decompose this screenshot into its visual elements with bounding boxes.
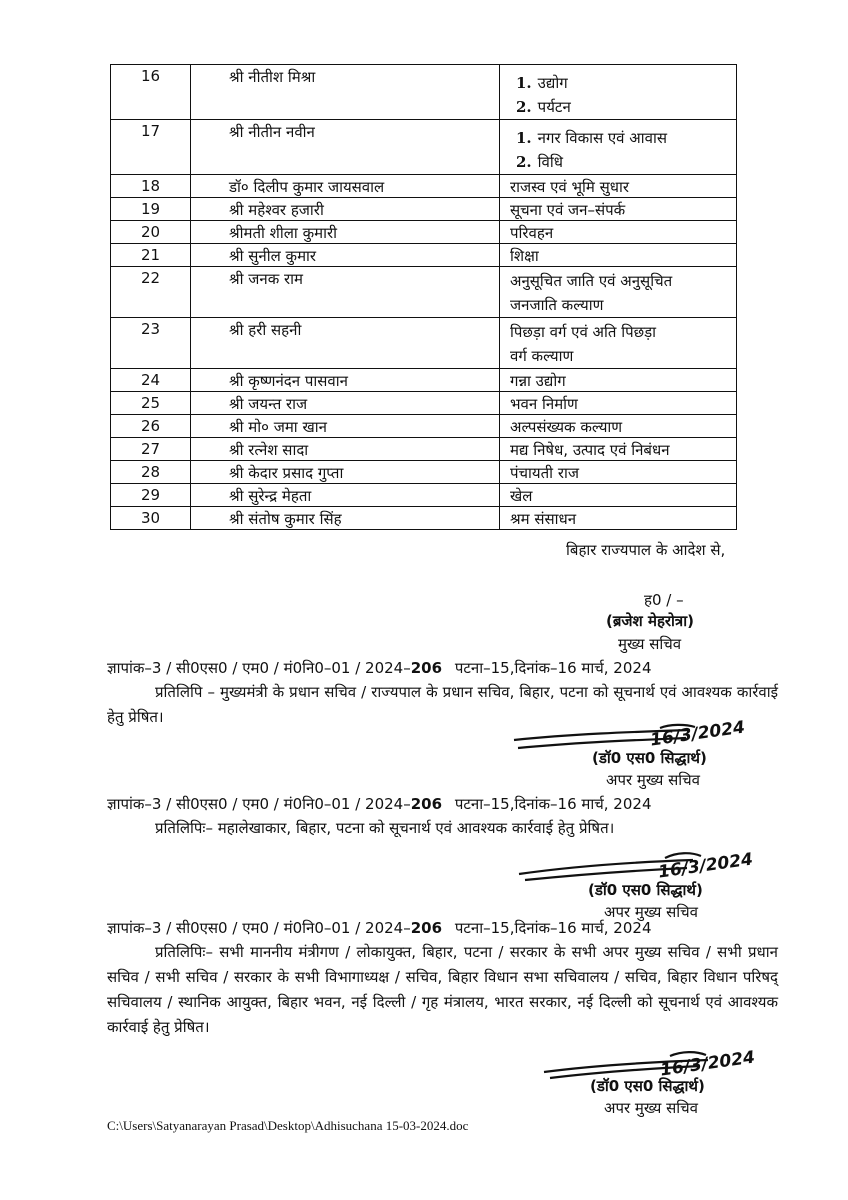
department-item-label: वर्ग कल्याण [510, 347, 574, 365]
department-item-index: 2. [516, 153, 532, 171]
table-row [111, 415, 737, 438]
serial-number-cell: 22 [111, 267, 191, 318]
department-item [510, 269, 736, 293]
memo-3-signer-title: अपर मुख्य सचिव [604, 1099, 698, 1117]
memo-2-copy-text: प्रतिलिपिः– महालेखाकार, बिहार, पटना को सूचनार्थ एवं आवश्यक कार्रवाई हेतु प्रेषित। [155, 819, 615, 837]
memo-3-place-date: पटना–15,दिनांक–16 मार्च, 2024 [454, 919, 652, 937]
department-cell [500, 507, 737, 530]
department-list [510, 269, 736, 317]
department-cell [500, 244, 737, 267]
table-row [111, 507, 737, 530]
table-row [111, 438, 737, 461]
department-label: गन्ना उद्योग [510, 372, 566, 390]
serial-number-cell: 17 [111, 120, 191, 175]
minister-name-cell: श्री महेश्वर हजारी [191, 198, 500, 221]
minister-name-cell: श्री रत्नेश सादा [191, 438, 500, 461]
department-item-label: अनुसूचित जाति एवं अनुसूचित [510, 272, 673, 290]
table-row [111, 369, 737, 392]
minister-name-cell: श्री केदार प्रसाद गुप्ता [191, 461, 500, 484]
memo-1-ref-text: ज्ञापांक–3 / सी0एस0 / एम0 / मं0नि0–01 / 2024– [107, 659, 411, 677]
department-label: सूचना एवं जन–संपर्क [510, 201, 626, 219]
department-item [510, 293, 736, 317]
department-label: खेल [510, 487, 533, 505]
memo-1-signer-name: (डॉ0 एस0 सिद्धार्थ) [592, 749, 707, 767]
governor-order-line: बिहार राज्यपाल के आदेश से, [566, 541, 726, 559]
department-cell [500, 392, 737, 415]
department-item-label: पिछड़ा वर्ग एवं अति पिछड़ा [510, 323, 657, 341]
memo-2-signer-title: अपर मुख्य सचिव [604, 903, 698, 921]
memo-1-signer-title: अपर मुख्य सचिव [606, 771, 700, 789]
department-list [510, 320, 736, 368]
department-cell [500, 120, 737, 175]
memo-3-signature-date: 16/3/2024 [659, 1047, 757, 1081]
department-list [510, 122, 736, 174]
memo-3-copy-text: प्रतिलिपिः– सभी माननीय मंत्रीगण / लोकायुक्त, बिहार, पटना / सरकार के सभी अपर मुख्य सचिव / सभी प्रधान सचिव / सभी सचिव / सरकार के सभी विभागाध्यक्ष / सचिव, बिहार विधान सभा सचिवालय / सचिव, बिहार विधान परिषद् सचिवालय / स्थानिक आयुक्त, बिहार भवन, नई दिल्ली / गृह मंत्रालय, भारत सरकार, नई दिल्ली को सूचनार्थ एवं आवश्यक कार्रवाई हेतु प्रेषित। [107, 943, 778, 1036]
minister-name-cell: श्री जनक राम [191, 267, 500, 318]
department-label: अल्पसंख्यक कल्याण [510, 418, 623, 436]
minister-name-cell: श्री सुरेन्द्र मेहता [191, 484, 500, 507]
chief-secretary-title: मुख्य सचिव [618, 635, 682, 653]
table-row [111, 65, 737, 120]
department-item [510, 150, 736, 174]
table-row [111, 221, 737, 244]
memo-3-signer-name: (डॉ0 एस0 सिद्धार्थ) [590, 1077, 705, 1095]
memo-2-signer-name: (डॉ0 एस0 सिद्धार्थ) [588, 881, 703, 899]
serial-number-cell: 19 [111, 198, 191, 221]
department-cell [500, 438, 737, 461]
memo-2-place-date: पटना–15,दिनांक–16 मार्च, 2024 [454, 795, 652, 813]
department-cell [500, 175, 737, 198]
serial-number-cell: 26 [111, 415, 191, 438]
minister-allocation-table [110, 64, 737, 530]
memo-2-signature-date: 16/3/2024 [657, 849, 755, 883]
department-cell [500, 318, 737, 369]
memo-2-ref-number: 206 [410, 795, 443, 813]
memo-3-ref-number: 206 [410, 919, 443, 937]
minister-name-cell: श्री मो० जमा खान [191, 415, 500, 438]
department-label: शिक्षा [510, 247, 539, 265]
chief-secretary-name: (ब्रजेश मेहरोत्रा) [606, 612, 694, 630]
memo-1-signature-date: 16/3/2024 [649, 717, 747, 751]
table-row [111, 267, 737, 318]
serial-number-cell: 28 [111, 461, 191, 484]
table-row [111, 318, 737, 369]
memo-2-reference [107, 794, 651, 814]
memo-2-ref-text: ज्ञापांक–3 / सी0एस0 / एम0 / मं0नि0–01 / 2024– [107, 795, 411, 813]
department-label: भवन निर्माण [510, 395, 578, 413]
serial-number-cell: 27 [111, 438, 191, 461]
department-cell [500, 461, 737, 484]
department-item-index: 1. [516, 129, 532, 147]
minister-name-cell: श्री सुनील कुमार [191, 244, 500, 267]
table-body [111, 65, 737, 530]
minister-name-cell: श्री हरी सहनी [191, 318, 500, 369]
footer-file-path: C:\Users\Satyanarayan Prasad\Desktop\Adhisuchana 15-03-2024.doc [107, 1118, 469, 1133]
table-row [111, 198, 737, 221]
signed-mark: ह0 / – [644, 591, 684, 609]
department-item-label: उद्योग [537, 74, 568, 92]
department-cell [500, 369, 737, 392]
department-item [510, 71, 736, 95]
minister-name-cell: श्री संतोष कुमार सिंह [191, 507, 500, 530]
serial-number-cell: 29 [111, 484, 191, 507]
department-label: पंचायती राज [510, 464, 579, 482]
minister-name-cell: श्री कृष्णनंदन पासवान [191, 369, 500, 392]
memo-1-copy-text: प्रतिलिपि – मुख्यमंत्री के प्रधान सचिव / राज्यपाल के प्रधान सचिव, बिहार, पटना को सूचनार्थ एवं आवश्यक कार्रवाई हेतु प्रेषित। [107, 683, 778, 726]
table-row [111, 244, 737, 267]
serial-number-cell: 21 [111, 244, 191, 267]
department-label: मद्य निषेध, उत्पाद एवं निबंधन [510, 441, 670, 459]
department-cell [500, 484, 737, 507]
department-item [510, 126, 736, 150]
serial-number-cell: 23 [111, 318, 191, 369]
serial-number-cell: 20 [111, 221, 191, 244]
memo-3-ref-text: ज्ञापांक–3 / सी0एस0 / एम0 / मं0नि0–01 / 2024– [107, 919, 411, 937]
department-item-index: 1. [516, 74, 532, 92]
department-item-label: विधि [537, 153, 564, 171]
department-label: राजस्व एवं भूमि सुधार [510, 178, 630, 196]
table-row [111, 175, 737, 198]
department-item [510, 344, 736, 368]
minister-name-cell: श्री नीतीन नवीन [191, 120, 500, 175]
department-label: श्रम संसाधन [510, 510, 577, 528]
department-item [510, 95, 736, 119]
department-cell [500, 65, 737, 120]
memo-3-reference [107, 918, 651, 938]
table-row [111, 461, 737, 484]
minister-name-cell: श्रीमती शीला कुमारी [191, 221, 500, 244]
serial-number-cell: 18 [111, 175, 191, 198]
serial-number-cell: 25 [111, 392, 191, 415]
department-cell [500, 415, 737, 438]
memo-1-ref-number: 206 [410, 659, 443, 677]
memo-1-place-date: पटना–15,दिनांक–16 मार्च, 2024 [454, 659, 652, 677]
department-cell [500, 267, 737, 318]
table-row [111, 484, 737, 507]
department-item-label: पर्यटन [537, 98, 571, 116]
minister-name-cell: श्री नीतीश मिश्रा [191, 65, 500, 120]
department-cell [500, 221, 737, 244]
serial-number-cell: 24 [111, 369, 191, 392]
serial-number-cell: 30 [111, 507, 191, 530]
table-row [111, 120, 737, 175]
department-cell [500, 198, 737, 221]
memo-1-reference [107, 658, 651, 678]
department-item [510, 320, 736, 344]
department-list [510, 67, 736, 119]
minister-name-cell: डॉ० दिलीप कुमार जायसवाल [191, 175, 500, 198]
minister-name-cell: श्री जयन्त राज [191, 392, 500, 415]
serial-number-cell: 16 [111, 65, 191, 120]
department-item-label: नगर विकास एवं आवास [537, 129, 667, 147]
department-label: परिवहन [510, 224, 554, 242]
department-item-label: जनजाति कल्याण [510, 296, 604, 314]
department-item-index: 2. [516, 98, 532, 116]
table-row [111, 392, 737, 415]
